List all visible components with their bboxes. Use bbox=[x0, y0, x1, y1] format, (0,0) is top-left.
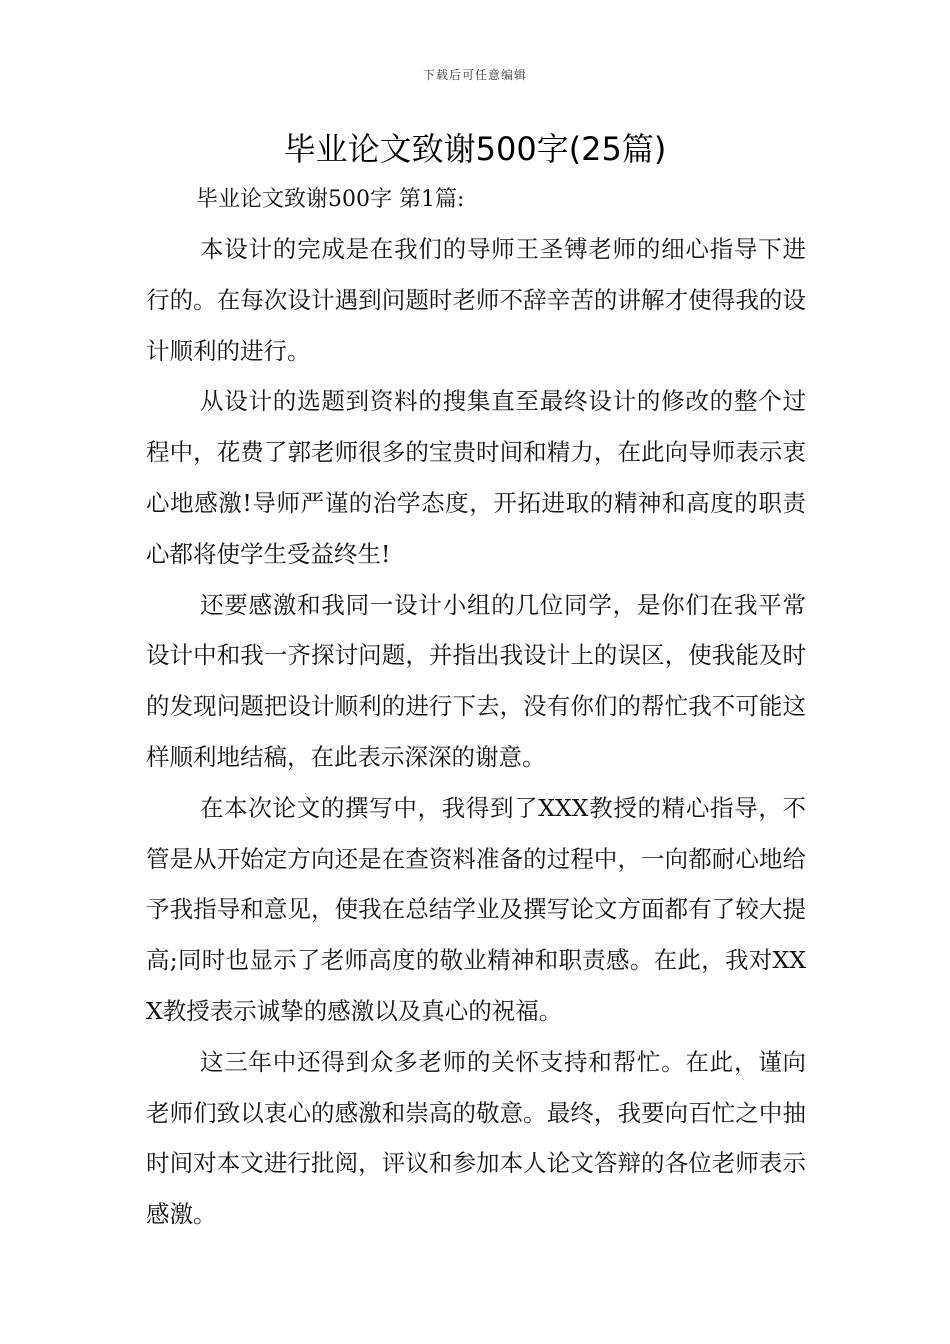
section-subtitle: 毕业论文致谢500字 第1篇: bbox=[196, 187, 465, 212]
paragraph: 还要感激和我同一设计小组的几位同学，是你们在我平常设计中和我一齐探讨问题，并指出我设计上的误区，使我能及时的发现问题把设计顺利的进行下去，没有你们的帮忙我不可能这样顺利地结稿，在此表示深深的谢意。 bbox=[146, 590, 806, 771]
paragraph: 从设计的选题到资料的搜集直至最终设计的修改的整个过程中，花费了郭老师很多的宝贵时间和精力，在此向导师表示衷心地感激!导师严谨的治学态度，开拓进取的精神和高度的职责心都将使学生受益终生! bbox=[146, 387, 806, 568]
body-text bbox=[146, 224, 806, 1240]
paragraph: 这三年中还得到众多老师的关怀支持和帮忙。在此，谨向老师们致以衷心的感激和崇高的敬意。最终，我要向百忙之中抽时间对本文进行批阅，评议和参加本人论文答辩的各位老师表示感激。 bbox=[146, 1047, 806, 1229]
paragraph: 本设计的完成是在我们的导师王圣镈老师的细心指导下进行的。在每次设计遇到问题时老师不辞辛苦的讲解才使得我的设计顺利的进行。 bbox=[146, 235, 806, 365]
page-title: 毕业论文致谢500字(25篇) bbox=[283, 130, 667, 168]
paragraph: 在本次论文的撰写中，我得到了XXX教授的精心指导，不管是从开始定方向还是在查资料准备的过程中，一向都耐心地给予我指导和意见，使我在总结学业及撰写论文方面都有了较大提高;同时也显示了老师高度的敬业精神和职责感。在此，我对XXX教授表示诚挚的感激以及真心的祝福。 bbox=[146, 793, 806, 1025]
header-note: 下载后可任意编辑 bbox=[422, 68, 527, 82]
